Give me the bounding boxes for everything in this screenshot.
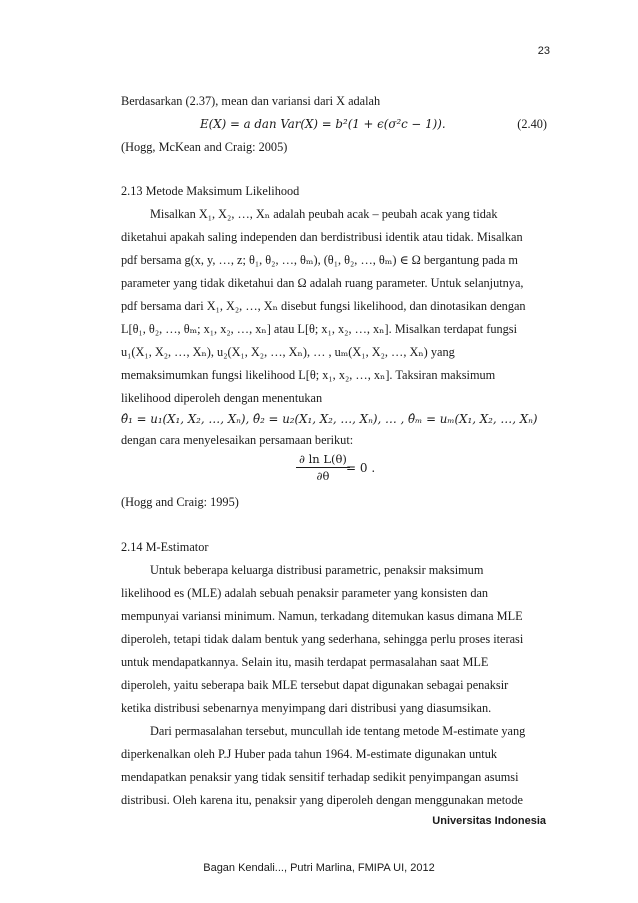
paragraph-line: diperoleh, tetapi tidak dalam bentuk yang sederhana, sehingga perlu proses iterasi [121,632,524,646]
page-number: 23 [537,45,550,57]
equation-number: (2.40) [517,117,547,131]
paragraph-line: Misalkan X₁, X₂, …, Xₙ adalah peubah acak – peubah acak yang tidak [150,207,498,221]
paragraph-line: mendapatkan penaksir yang tidak sensitif terhadap sedikit penyimpangan asumsi [121,770,519,784]
paragraph-line: pdf bersama dari X₁, X₂, …, Xₙ disebut fungsi likelihood, dan dinotasikan dengan [121,299,526,313]
paragraph-line: parameter yang tidak diketahui dan Ω adalah ruang parameter. Untuk selanjutnya, [121,276,524,290]
paragraph-line: L[θ₁, θ₂, …, θₘ; x₁, x₂, …, xₙ] atau L[θ; x₁, x₂, …, xₙ]. Misalkan terdapat fungsi [121,322,517,336]
fraction-denominator: ∂θ [316,469,330,483]
paragraph-line: mempunyai variansi minimum. Namun, terkadang ditemukan kasus dimana MLE [121,609,523,623]
paragraph-line: u₁(X₁, X₂, …, Xₙ), u₂(X₁, X₂, …, Xₙ), … , uₘ(X₁, X₂, …, Xₙ) yang [121,345,455,359]
fraction-rhs: = 0 . [346,461,376,475]
fraction-numerator: ∂ ln L(θ) [296,452,350,468]
intro-line: Berdasarkan (2.37), mean dan variansi dari X adalah [121,94,381,108]
paragraph-line: ketika distribusi sebenarnya menyimpang dari distribusi yang diasumsikan. [121,701,492,715]
paragraph-line: diperkenalkan oleh P.J Huber pada tahun 1964. M-estimate digunakan untuk [121,747,497,761]
section-heading-mle: 2.13 Metode Maksimum Likelihood [121,184,300,198]
citation-hogg-craig: (Hogg and Craig: 1995) [121,495,239,509]
citation-hogg-mckean-craig: (Hogg, McKean and Craig: 2005) [121,140,288,154]
equation-2-40: E(X) = a dan Var(X) = b²(1 + ϵ(σ²c − 1)). [200,117,446,131]
paragraph-line: likelihood diperoleh dengan menentukan [121,391,323,405]
paragraph-line: likelihood es (MLE) adalah sebuah penaksir parameter yang konsisten dan [121,586,489,600]
paragraph-line: Untuk beberapa keluarga distribusi parametric, penaksir maksimum [150,563,484,577]
university-label: Universitas Indonesia [432,815,546,827]
estimator-equations: θ̂₁ = u₁(X₁, X₂, …, Xₙ), θ̂₂ = u₂(X₁, X₂, …, Xₙ), … , θ̂ₘ = uₘ(X₁, X₂, …, Xₙ) [121,412,538,426]
paragraph-line: distribusi. Oleh karena itu, penaksir yang diperoleh dengan menggunakan metode [121,793,523,807]
paragraph-line: dengan cara menyelesaikan persamaan berikut: [121,433,354,447]
paragraph-line: diketahui apakah saling independen dan berdistribusi identik atau tidak. Misalkan [121,230,523,244]
paragraph-line: untuk mendapatkannya. Selain itu, masih terdapat permasalahan saat MLE [121,655,489,669]
paragraph-line: pdf bersama g(x, y, …, z; θ₁, θ₂, …, θₘ), (θ₁, θ₂, …, θₘ) ∈ Ω bergantung pada m [121,253,518,267]
footer-text: Bagan Kendali..., Putri Marlina, FMIPA UI, 2012 [203,862,435,874]
likelihood-derivative-fraction [296,452,350,483]
paragraph-line: diperoleh, yaitu seberapa baik MLE tersebut dapat digunakan sebagai penaksir [121,678,509,692]
section-heading-m-estimator: 2.14 M-Estimator [121,540,209,554]
paragraph-line: Dari permasalahan tersebut, muncullah ide tentang metode M-estimate yang [150,724,526,738]
paragraph-line: memaksimumkan fungsi likelihood L[θ; x₁, x₂, …, xₙ]. Taksiran maksimum [121,368,496,382]
